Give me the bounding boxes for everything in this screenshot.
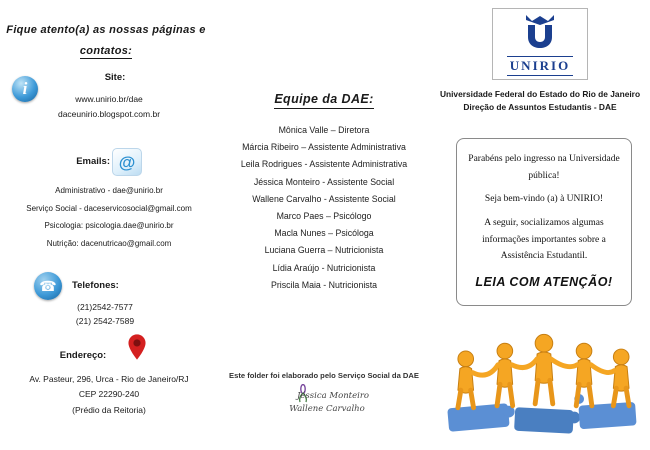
address-street: Av. Pasteur, 296, Urca - Rio de Janeiro/RJ <box>29 374 189 384</box>
team-member: Leila Rodrigues - Assistente Administrativa <box>240 159 408 170</box>
welcome-box <box>456 138 632 306</box>
blog-url: daceunirio.blogspot.com.br <box>57 108 161 119</box>
team-panel <box>218 0 430 450</box>
puzzle-pieces <box>447 394 636 434</box>
email-psicologia: Psicologia: psicologia.dae@unirio.br <box>44 221 174 231</box>
phone-icon: ☎ <box>34 272 62 300</box>
email-servico-social: Serviço Social - daceservicosocial@gmail.com <box>26 203 192 213</box>
team-member: Wallene Carvalho - Assistente Social <box>252 193 396 204</box>
email-admin: Administrativo - dae@unirio.br <box>55 186 163 195</box>
team-member: Márcia Ribeiro – Assistente Administrativa <box>242 142 406 153</box>
cover-panel <box>430 0 650 450</box>
team-list <box>218 122 430 294</box>
info-icon: i <box>12 76 38 102</box>
address-lines <box>4 372 214 418</box>
contact-heading <box>6 20 206 62</box>
site-label: Site: <box>104 72 126 83</box>
contact-panel <box>0 0 218 450</box>
team-member: Jéssica Monteiro - Assistente Social <box>253 176 395 187</box>
welcome-paragraph-3: A seguir, socializamos algumas informações importantes sobre a Assistência Estudantil. <box>482 217 606 262</box>
signature-jessica: Jéssica Monteiro <box>296 391 370 401</box>
team-member: Macla Nunes – Psicóloga <box>274 228 374 239</box>
team-heading: Equipe da DAE: <box>218 92 430 106</box>
email-icon: @ <box>112 148 142 176</box>
welcome-paragraph-1: Parabéns pelo ingresso na Universidade pública! <box>468 154 620 181</box>
address-label: Endereço: <box>59 350 107 361</box>
team-member: Luciana Guerra – Nutricionista <box>264 245 384 256</box>
unirio-logo-icon <box>520 13 560 54</box>
team-member: Lídia Araújo - Nutricionista <box>272 262 376 273</box>
team-member: Mônica Valle – Diretora <box>278 125 370 135</box>
contact-heading-line2: contatos: <box>79 44 133 57</box>
email-nutricao: Nutrição: dacenutricao@gmail.com <box>46 238 172 248</box>
emails-label: Emails: <box>76 156 110 167</box>
contact-heading-line1: Fique atento(a) as nossas páginas e <box>6 24 206 36</box>
site-url: www.unirio.br/dae <box>75 94 143 104</box>
team-member: Priscila Maia - Nutricionista <box>270 279 378 290</box>
phone-number-2: (21) 2542-7589 <box>75 316 135 327</box>
welcome-paragraph-2: Seja bem-vindo (a) à UNIRIO! <box>484 194 604 205</box>
attention-call: LEIA COM ATENÇÃO! <box>475 274 613 289</box>
phone-number-1: (21)2542-7577 <box>77 302 133 312</box>
phones-label: Telefones: <box>72 280 119 291</box>
figures <box>458 334 629 407</box>
address-cep: CEP 22290-240 <box>78 389 140 400</box>
university-name <box>430 88 650 113</box>
unirio-logo-box <box>492 8 588 80</box>
unirio-logo-text: UNIRIO <box>507 56 573 76</box>
team-member: Marco Paes – Psicólogo <box>276 210 372 221</box>
email-list <box>4 182 214 252</box>
university-line1: Universidade Federal do Estado do Rio de Janeiro <box>439 89 641 99</box>
university-line2: Direção de Assuntos Estudantis - DAE <box>463 101 617 112</box>
signature-wallene: Wallene Carvalho <box>289 403 365 414</box>
location-pin-icon <box>128 334 146 365</box>
teamwork-illustration <box>444 308 640 445</box>
phone-list <box>40 300 170 329</box>
signatures <box>218 390 430 416</box>
address-note: (Prédio da Reitoria) <box>72 404 146 415</box>
site-links <box>10 92 208 122</box>
folder-credit: Este folder foi elaborado pelo Serviço Social da DAE <box>229 371 419 380</box>
